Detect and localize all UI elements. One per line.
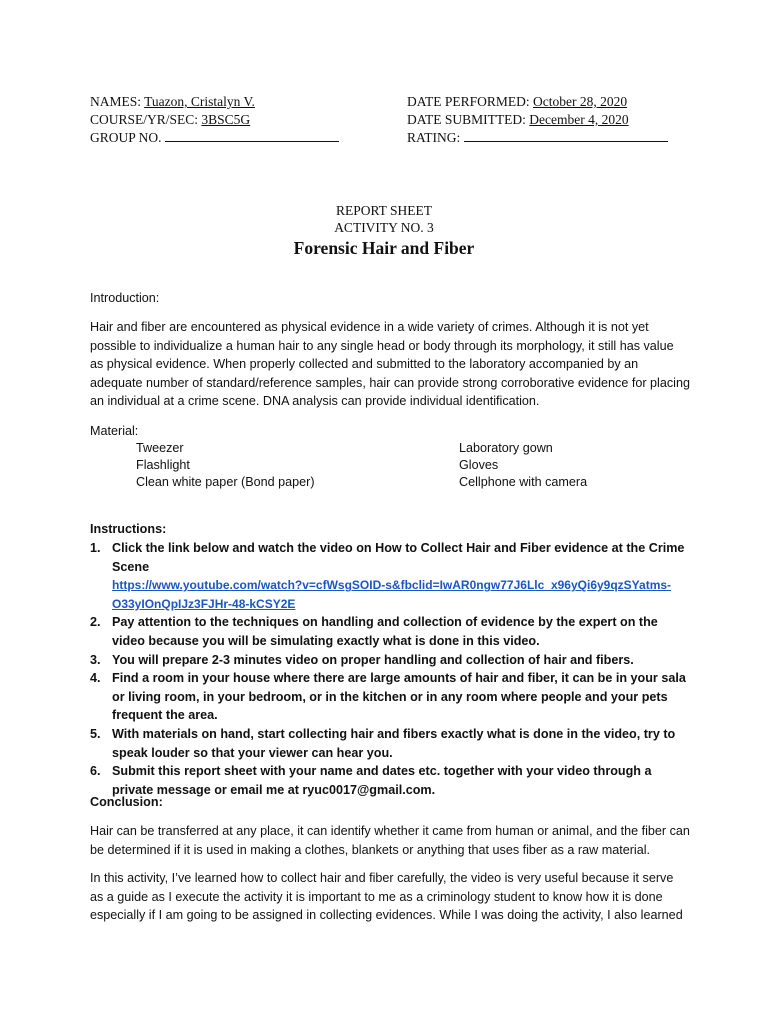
introduction-heading: Introduction:: [90, 291, 160, 305]
material-heading: Material:: [90, 424, 139, 438]
rating-label: RATING:: [407, 130, 461, 145]
instruction-number: 6.: [90, 764, 101, 779]
instruction-number: 1.: [90, 541, 101, 555]
document-title: Forensic Hair and Fiber: [293, 238, 475, 258]
course-label: COURSE/YR/SEC:: [90, 112, 199, 127]
rating-blank-line: [464, 129, 668, 142]
instruction-text: Click the link below and watch the video on How to Collect Hair and Fiber evidence at the Crime Scene: [112, 541, 685, 574]
date-submitted-value: December 4, 2020: [529, 112, 629, 127]
introduction-text: Hair and fiber are encountered as physical evidence in a wide variety of crimes. Although it is not yet possible to individualize a human hair to any single head or body through its morphology, it still has value as physical evidence. When properly collected and submitted to the laboratory accompanied by an adequate number of standard/reference samples, hair can provide strong corroborative evidence for placing an individual at a crime scene. DNA analysis can provide individual identification.: [90, 320, 690, 409]
group-row: [90, 129, 339, 147]
instruction-text: Pay attention to the techniques on handling and collection of evidence by the expert on the video because you will be simulating exactly what is done in this video.: [112, 615, 658, 648]
date-submitted-label: DATE SUBMITTED:: [407, 112, 526, 127]
names-row: [90, 93, 255, 111]
course-value: 3BSC5G: [201, 112, 251, 127]
course-row: [90, 111, 250, 129]
group-label: GROUP NO.: [90, 130, 162, 145]
conclusion-heading: Conclusion:: [90, 795, 163, 809]
video-link-line[interactable]: https://www.youtube.com/watch?v=cfWsgSOID-s&fbclid=IwAR0ngw77J6Llc_x96yQi6y9qzSYatms-: [112, 578, 672, 593]
instruction-item: [90, 725, 690, 762]
material-item: Flashlight: [136, 458, 190, 472]
instruction-item: [90, 651, 690, 670]
conclusion-paragraph-1: Hair can be transferred at any place, it can identify whether it came from human or animal, and the fiber can be determined if it is used in making a clothes, blankets or anything that uses fiber as a raw material.: [90, 824, 690, 857]
activity-number: ACTIVITY NO. 3: [334, 220, 434, 235]
instructions-list: [90, 539, 690, 799]
instruction-item: [90, 613, 690, 650]
instruction-text: You will prepare 2-3 minutes video on proper handling and collection of hair and fibers.: [112, 652, 634, 667]
instructions-heading: Instructions:: [90, 522, 167, 536]
date-performed-value: October 28, 2020: [533, 94, 628, 109]
group-blank-line: [165, 129, 339, 142]
instruction-number: 3.: [90, 652, 101, 667]
instruction-text: With materials on hand, start collecting hair and fibers exactly what is done in the video, try to speak louder so that your viewer can hear you.: [112, 726, 676, 760]
instruction-text: Submit this report sheet with your name and dates etc. together with your video through a private message or email me at ryuc0017@gmail.com.: [112, 764, 652, 797]
video-link[interactable]: [112, 576, 690, 613]
instruction-number: 5.: [90, 726, 101, 741]
instruction-item: [90, 539, 690, 613]
date-performed-label: DATE PERFORMED:: [407, 94, 530, 109]
material-item: Tweezer: [136, 441, 184, 455]
names-value: Tuazon, Cristalyn V.: [144, 94, 255, 109]
video-link-line[interactable]: O33yIOnQpIJz3FJHr-48-kCSY2E: [112, 596, 296, 611]
date-performed-row: [407, 93, 627, 111]
material-item: Gloves: [459, 458, 499, 472]
material-item: Cellphone with camera: [459, 475, 588, 489]
date-submitted-row: [407, 111, 629, 129]
names-label: NAMES:: [90, 94, 142, 109]
report-sheet-heading: REPORT SHEET: [335, 203, 433, 218]
instruction-number: 4.: [90, 671, 101, 686]
instruction-number: 2.: [90, 615, 101, 630]
rating-row: [407, 129, 668, 147]
instruction-item: [90, 669, 690, 725]
conclusion-paragraph-2: In this activity, I’ve learned how to collect hair and fiber carefully, the video is very useful because it serve as a guide as I execute the activity it is important to me as a criminology student to know how it is done especially if I am going to be assigned in collecting evidences. While I was doing the activity, I also learned: [90, 871, 683, 923]
material-item: Clean white paper (Bond paper): [136, 475, 315, 489]
instruction-text: Find a room in your house where there are large amounts of hair and fiber, it can be in your sala or living room, in your bedroom, or in the kitchen or in any room where people and your pets frequent the area.: [112, 671, 686, 723]
material-item: Laboratory gown: [459, 441, 553, 455]
